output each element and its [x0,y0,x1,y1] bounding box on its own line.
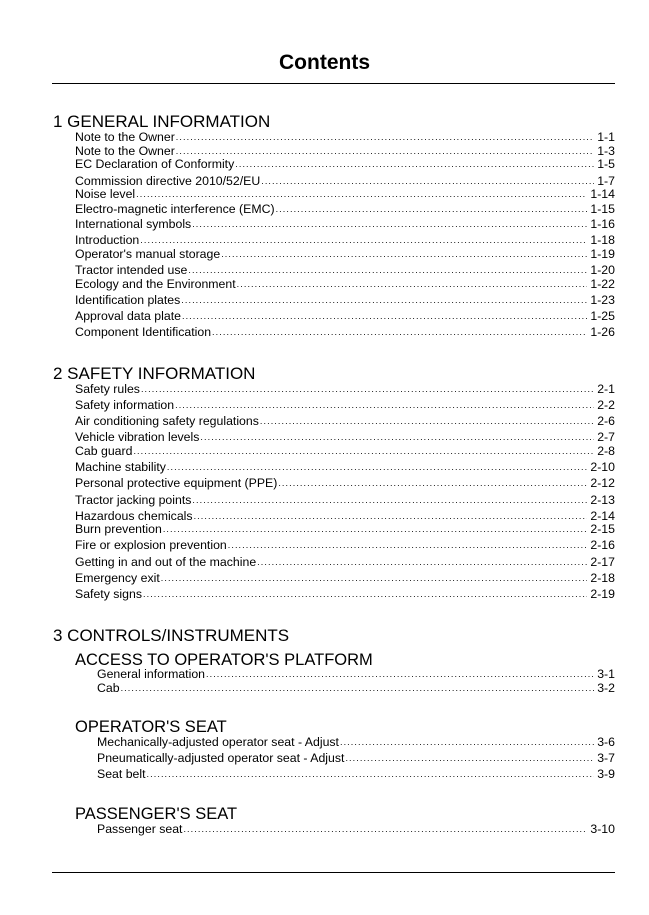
leader-dots [260,416,594,427]
toc-entry-page: 1-23 [590,293,615,307]
toc-entry[interactable] [75,309,615,324]
toc-entry[interactable] [75,263,615,278]
leader-dots [212,327,587,338]
toc-entry-title: Note to the Owner [75,130,175,144]
leader-dots [163,524,588,535]
toc-entry-page: 2-2 [597,398,615,412]
leader-dots [176,146,594,157]
toc-entry-title: Tractor jacking points [75,493,192,507]
leader-dots [206,669,594,680]
section-heading-safety-information: 2 SAFETY INFORMATION [53,364,256,383]
toc-entry-title: International symbols [75,217,192,231]
leader-dots [183,824,587,835]
leader-dots [188,265,587,276]
leader-dots [133,446,594,457]
toc-entry-page: 3-7 [597,751,615,765]
toc-entry[interactable] [75,157,615,172]
toc-entry[interactable] [97,681,615,696]
leader-dots [345,753,594,764]
leader-dots [182,311,587,322]
toc-entry[interactable] [75,476,615,491]
toc-entry[interactable] [75,277,615,292]
leader-dots [340,737,594,748]
toc-entry-page: 3-6 [597,735,615,749]
toc-entry[interactable] [75,293,615,308]
toc-entry-page: 2-7 [597,430,615,444]
toc-entry[interactable] [75,233,615,248]
toc-entry-title: Cab guard [75,444,133,458]
footer-divider [52,872,615,873]
toc-entry-title: Mechanically-adjusted operator seat - Adjust [97,735,339,749]
leader-dots [141,384,594,395]
toc-entry-page: 1-5 [597,157,615,171]
toc-entry-title: Getting in and out of the machine [75,555,257,569]
toc-entry-page: 2-17 [590,555,615,569]
toc-entry-title: Ecology and the Environment [75,277,236,291]
leader-dots [228,540,588,551]
toc-entry-page: 2-12 [590,476,615,490]
toc-entry-title: General information [97,667,205,681]
toc-entry-title: Tractor intended use [75,263,188,277]
toc-entry-title: Operator's manual storage [75,247,221,261]
toc-entry-title: Hazardous chemicals [75,509,193,523]
toc-entry[interactable] [75,187,615,202]
toc-entry[interactable] [75,414,615,429]
toc-entry-page: 2-6 [597,414,615,428]
toc-entry-title: Emergency exit [75,571,160,585]
toc-entry[interactable] [75,460,615,475]
toc-entry-page: 1-3 [597,144,615,158]
leader-dots [121,683,595,694]
toc-entry-page: 3-1 [597,667,615,681]
toc-entry[interactable] [75,217,615,232]
toc-entry-page: 2-13 [590,493,615,507]
leader-dots [136,189,587,200]
toc-entry-page: 2-10 [590,460,615,474]
section-heading-general-information: 1 GENERAL INFORMATION [53,112,271,131]
toc-entry-title: Safety rules [75,382,140,396]
leader-dots [261,176,594,187]
toc-entry[interactable] [75,382,615,397]
toc-entry[interactable] [75,555,615,570]
toc-entry[interactable] [75,493,615,508]
leader-dots [175,400,594,411]
leader-dots [257,557,587,568]
toc-entry-page: 1-22 [590,277,615,291]
leader-dots [147,769,595,780]
toc-entry-page: 1-15 [590,202,615,216]
toc-entry-page: 2-16 [590,538,615,552]
toc-entry[interactable] [75,538,615,553]
toc-entry[interactable] [75,130,615,145]
leader-dots [200,432,594,443]
toc-entry[interactable] [75,398,615,413]
toc-entry-page: 3-2 [597,681,615,695]
toc-entry-page: 1-14 [590,187,615,201]
toc-entry-title: Safety signs [75,587,142,601]
toc-entry-title: Approval data plate [75,309,181,323]
toc-entry[interactable] [75,247,615,262]
toc-entry-title: Fire or explosion prevention [75,538,227,552]
toc-entry-title: Note to the Owner [75,144,175,158]
toc-entry-title: Passenger seat [97,822,183,836]
leader-dots [194,511,588,522]
subsection-heading-operator-seat: OPERATOR'S SEAT [75,718,227,736]
leader-dots [140,235,587,246]
toc-entry-title: Electro-magnetic interference (EMC) [75,202,275,216]
toc-entry-title: Identification plates [75,293,181,307]
toc-entry-title: Pneumatically-adjusted operator seat - Adjust [97,751,345,765]
section-heading-controls-instruments: 3 CONTROLS/INSTRUMENTS [53,626,290,645]
leader-dots [221,249,587,260]
toc-entry-page: 2-14 [590,509,615,523]
toc-entry-title: EC Declaration of Conformity [75,157,235,171]
leader-dots [235,159,594,170]
toc-entry-page: 1-16 [590,217,615,231]
toc-entry[interactable] [75,430,615,445]
toc-entry[interactable] [97,667,615,682]
toc-entry-title: Safety information [75,398,175,412]
leader-dots [237,279,588,290]
leader-dots [161,573,588,584]
toc-entry-title: Personal protective equipment (PPE) [75,476,278,490]
toc-entry[interactable] [97,735,615,750]
toc-entry[interactable] [75,444,615,459]
toc-entry-title: Burn prevention [75,522,162,536]
toc-entry-title: Cab [97,681,120,695]
leader-dots [192,495,587,506]
leader-dots [181,295,587,306]
leader-dots [167,462,587,473]
toc-entry[interactable] [75,571,615,586]
toc-entry-page: 1-26 [590,325,615,339]
leader-dots [143,589,587,600]
toc-entry[interactable] [75,587,615,602]
title-divider [52,83,615,84]
leader-dots [192,219,587,230]
toc-entry[interactable] [97,751,615,766]
toc-entry-page: 1-25 [590,309,615,323]
toc-entry-title: Seat belt [97,767,146,781]
page-title: Contents [279,51,370,74]
toc-entry-page: 2-15 [590,522,615,536]
leader-dots [276,204,588,215]
toc-entry[interactable] [75,325,615,340]
subsection-heading-passenger-seat: PASSENGER'S SEAT [75,805,238,823]
toc-entry-title: Introduction [75,233,140,247]
toc-entry[interactable] [75,202,615,217]
toc-entry[interactable] [97,767,615,782]
toc-entry-page: 2-18 [590,571,615,585]
toc-entry-title: Machine stability [75,460,166,474]
toc-entry-title: Air conditioning safety regulations [75,414,259,428]
toc-entry-title: Component Identification [75,325,212,339]
toc-entry-title: Vehicle vibration levels [75,430,200,444]
toc-entry-page: 1-20 [590,263,615,277]
toc-entry-page: 3-9 [597,767,615,781]
toc-entry-page: 2-19 [590,587,615,601]
toc-entry-title: Commission directive 2010/52/EU [75,174,261,188]
leader-dots [278,478,587,489]
subsection-heading-access-platform: ACCESS TO OPERATOR'S PLATFORM [75,651,373,669]
toc-entry-page: 1-19 [590,247,615,261]
toc-entry-page: 1-1 [597,130,615,144]
toc-entry-page: 1-7 [597,174,615,188]
toc-entry-page: 3-10 [590,822,615,836]
toc-entry-page: 1-18 [590,233,615,247]
toc-entry[interactable] [97,822,615,837]
toc-entry-page: 2-8 [597,444,615,458]
toc-entry[interactable] [75,522,615,537]
leader-dots [176,132,594,143]
toc-entry-page: 2-1 [597,382,615,396]
toc-entry-title: Noise level [75,187,136,201]
